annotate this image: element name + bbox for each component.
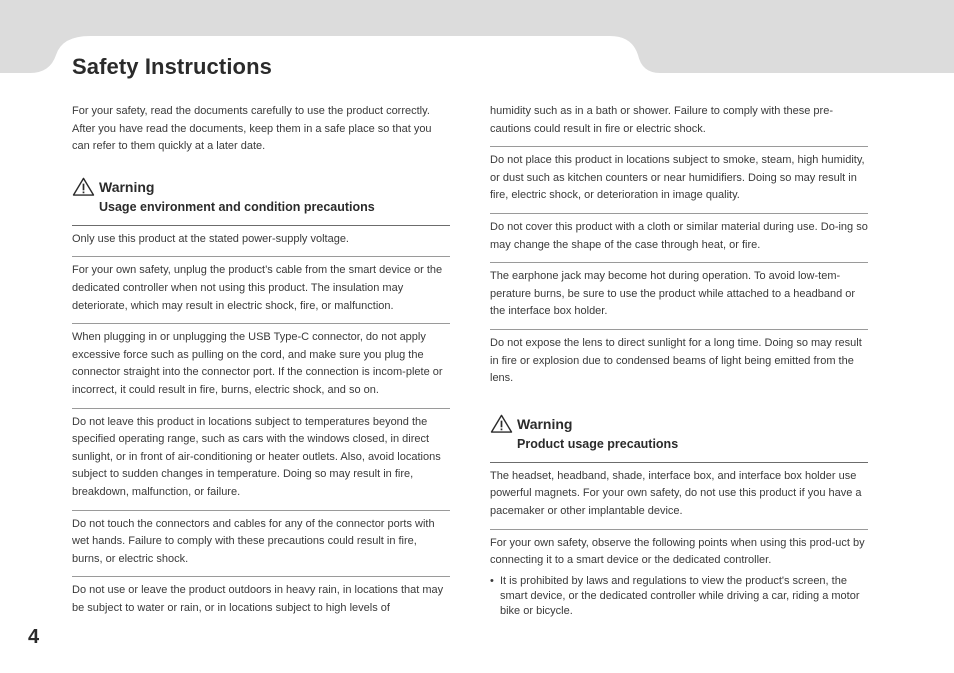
precaution-item [490, 329, 868, 396]
bullet-list [490, 574, 868, 619]
bullet-item: • It is prohibited by laws and regulations to view the product's screen, the smart device, or the dedicated controller while driving a car, riding a motor bike or bicycle. [490, 574, 868, 619]
precaution-item [490, 146, 868, 213]
precaution-text: Do not leave this product in locations subject to temperatures beyond the specified operating range, such as cars with the windows closed, in direct sunlight, or in front of air-conditioning or heater outlets. Also, avoid locations subject to sudden changes in temperature. Doing so may result in fire, breakdown, malfunction, or failure. [72, 415, 441, 498]
page-title: Safety Instructions [72, 54, 272, 79]
precaution-text: For your own safety, observe the following points when using this prod-uct by connecting it to a smart device or the dedicated controller. [490, 536, 865, 567]
warning-subtitle: Product usage precautions [517, 436, 679, 451]
precaution-item [490, 213, 868, 262]
precaution-text: Only use this product at the stated power-supply voltage. [72, 232, 349, 245]
precaution-item [72, 510, 450, 577]
precaution-text: Do not touch the connectors and cables for any of the connector ports with wet hands. Failure to comply with these precautions could result in fire, burns, or electric shock. [72, 517, 435, 565]
precaution-item [72, 408, 450, 510]
precaution-text: Do not expose the lens to direct sunlight for a long time. Doing so may result in fire or explosion due to condensed beams of light being emitted from the lens. [490, 336, 862, 385]
warning-label: Warning [517, 415, 573, 432]
right-column [490, 103, 868, 627]
precaution-item [490, 463, 868, 529]
precaution-item-continued [490, 103, 868, 146]
warning-triangle-icon [490, 414, 513, 433]
warning-label: Warning [99, 178, 155, 195]
precaution-text: Do not cover this product with a cloth or similar material during use. Do-ing so may change the shape of the case through heat, or fire. [490, 220, 868, 251]
precaution-text: The earphone jack may become hot during operation. To avoid low-tem-perature burns, be sure to use the product while attached to a headband or the interface box holder. [490, 270, 856, 318]
left-column [72, 103, 450, 625]
precaution-item [72, 256, 450, 323]
precaution-text: humidity such as in a bath or shower. Failure to comply with these pre-cautions could result in fire or electric shock. [490, 105, 833, 135]
precaution-item [490, 262, 868, 329]
warning-subtitle: Usage environment and condition precautions [99, 199, 375, 214]
precaution-text: Do not place this product in locations subject to smoke, steam, high humidity, or dust such as kitchen counters or near humidifiers. Doing so may result in fire, electric shock, or deterioration in image quality. [490, 154, 865, 202]
precaution-text: The headset, headband, shade, interface box, and interface box holder use powerful magnets. For your own safety, do not use this product if you have a pacemaker or other implantable device. [490, 469, 862, 517]
precaution-item [72, 576, 450, 625]
precaution-text: When plugging in or unplugging the USB Type-C connector, do not apply excessive force such as pulling on the cord, and make sure you plug the connector straight into the connector port. If the connection is incom-plete or incorrect, it could result in fire, burns, electric shock, and so on. [72, 331, 443, 396]
warning-triangle-icon [72, 177, 95, 196]
warning-block-product-usage [490, 414, 868, 627]
precaution-text: For your own safety, unplug the product’s cable from the smart device or the dedicated controller when not using this product. The insulation may deteriorate, which may result in electric shock, fire, or malfunction. [72, 264, 443, 312]
precaution-item [72, 226, 450, 257]
warning-block-usage-environment [72, 177, 450, 626]
page-number: 4 [28, 626, 40, 648]
precaution-item [72, 323, 450, 407]
intro-text: For your safety, read the documents carefully to use the product correctly. After you have read the documents, keep them in a safe place so that you can refer to them quickly at a later date. [72, 105, 432, 153]
precaution-item [490, 529, 868, 627]
precaution-text: Do not use or leave the product outdoors in heavy rain, in locations that may be subject to water or rain, or in locations subject to high levels of [72, 584, 444, 614]
